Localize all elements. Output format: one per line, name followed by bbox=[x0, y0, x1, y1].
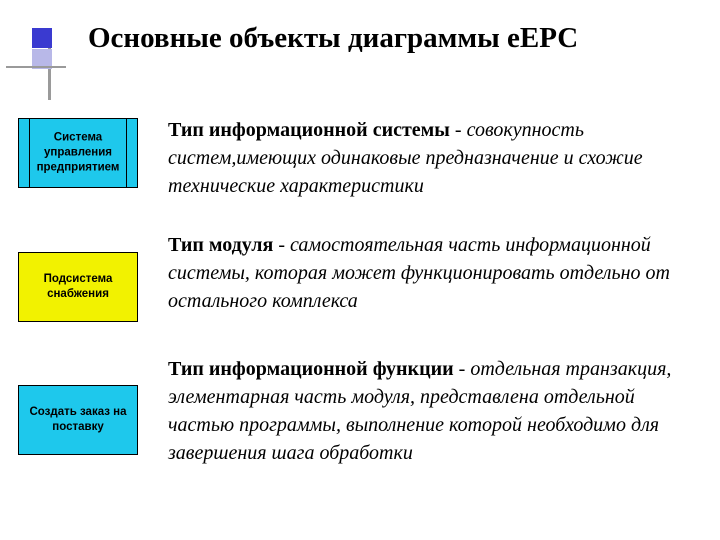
module-type-box-label: Подсистема снабжения bbox=[43, 273, 113, 300]
module-type-definition: самостоятельная часть информационной системы, которая может функционировать отдельно от остального комплекса bbox=[168, 234, 670, 312]
module-type-box bbox=[18, 252, 138, 322]
function-type-description bbox=[168, 355, 688, 467]
system-type-definition: совокупность систем,имеющих одинаковые предназначение и схожие технические характеристики bbox=[168, 119, 643, 197]
module-type-term: Тип модуля bbox=[168, 234, 274, 256]
system-type-box bbox=[18, 118, 138, 188]
function-type-term: Тип информационной функции bbox=[168, 358, 454, 380]
separator: - bbox=[273, 234, 291, 256]
function-type-box bbox=[18, 385, 138, 455]
page-title: Основные объекты диаграммы еЕРС bbox=[88, 22, 579, 54]
decor-horizontal-line bbox=[6, 66, 66, 68]
system-type-description bbox=[168, 116, 688, 200]
module-type-description bbox=[168, 231, 688, 315]
system-type-term: Тип информационной системы bbox=[168, 119, 450, 141]
function-type-definition: отдельная транзакция, элементарная часть модуля, представлена отдельной частью программы, выполнение которой необходимо для завершения шага обработки bbox=[168, 358, 672, 464]
decor-square-dark bbox=[32, 28, 52, 48]
system-type-box-label: Система управления предприятием bbox=[36, 131, 120, 174]
function-type-box-label: Создать заказ на поставку bbox=[29, 406, 127, 433]
separator: - bbox=[449, 119, 467, 141]
separator: - bbox=[453, 358, 471, 380]
